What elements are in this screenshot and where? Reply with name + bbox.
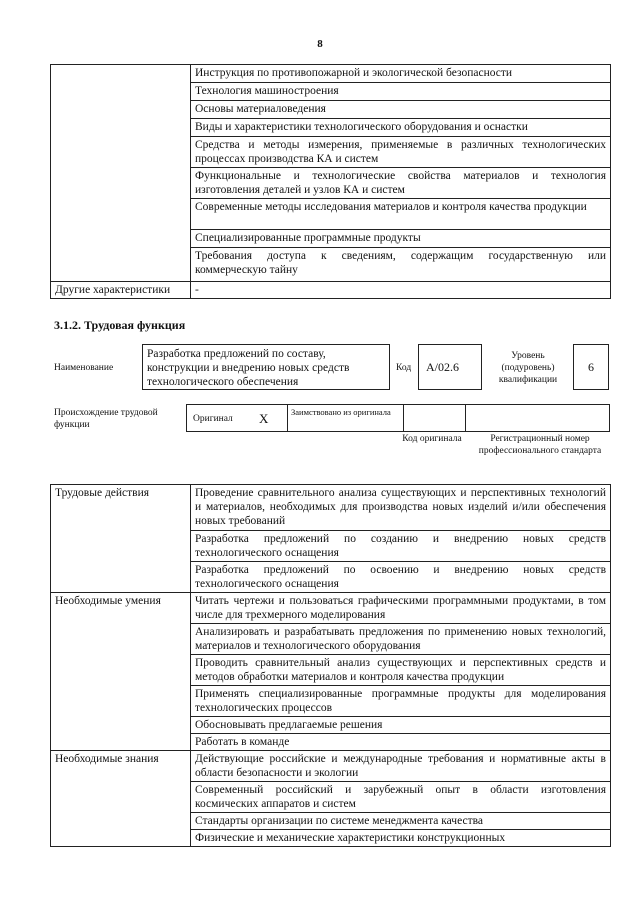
function-name: Разработка предложений по составу, конструкции и внедрению новых средств технологического обеспечения <box>147 348 350 388</box>
knowledge-item: Технология машиностроения <box>191 83 611 101</box>
skill-item: Анализировать и разрабатывать предложения по применению новых технологий, материалов и технологического оборудования <box>191 624 611 655</box>
name-label: Наименование <box>54 363 114 373</box>
knowledge-item: Инструкция по противопожарной и экологической безопасности <box>191 65 611 83</box>
group-title: Необходимые знания <box>51 751 191 847</box>
other-characteristics-label: Другие характеристики <box>51 282 191 299</box>
knowledge-label-cell <box>51 65 191 282</box>
code-original-caption: Код оригинала <box>402 434 462 444</box>
origin-row <box>186 404 610 432</box>
level-value: 6 <box>588 360 594 374</box>
knowledge-item: Требования доступа к сведениям, содержащим государственную или коммерческую тайну <box>191 248 611 282</box>
borrowed-label: Заимствовано из оригинала <box>291 407 391 417</box>
knowledge-item: Стандарты организации по системе менеджмента качества <box>191 813 611 830</box>
skill-item: Применять специализированные программные продукты для моделирования технологических процессов <box>191 686 611 717</box>
knowledge-item: Средства и методы измерения, применяемые в различных технологических процессах производства КА и систем <box>191 137 611 168</box>
labor-action-item: Разработка предложений по освоению и внедрению новых средств технологического оснащения <box>191 562 611 593</box>
knowledge-item: Функциональные и технологические свойства материалов и технология изготовления деталей и узлов КА и систем <box>191 168 611 199</box>
function-code: А/02.6 <box>426 360 459 374</box>
page-number: 8 <box>317 38 323 50</box>
knowledge-item: Основы материаловедения <box>191 101 611 119</box>
knowledge-item: Современные методы исследования материалов и контроля качества продукции <box>191 199 611 230</box>
labor-action-item: Проведение сравнительного анализа существующих и перспективных технологий и материалов, необходимых для производства новых изделий и/или обеспечения новых требований <box>191 485 611 531</box>
level-label: Уровень (подуровень) квалификации <box>498 351 558 385</box>
skill-item: Проводить сравнительный анализ существующих и перспективных средств и методов обработки материалов и контроля качества продукции <box>191 655 611 686</box>
level-box <box>573 344 609 390</box>
skill-item: Обосновывать предлагаемые решения <box>191 717 611 734</box>
function-name-box <box>142 344 390 390</box>
skill-item: Читать чертежи и пользоваться графическими программными продуктами, в том числе для трехмерного моделирования <box>191 593 611 624</box>
skill-item: Работать в команде <box>191 734 611 751</box>
section-heading: 3.1.2. Трудовая функция <box>54 318 186 332</box>
other-characteristics-value: - <box>191 282 611 299</box>
original-label: Оригинал <box>193 414 233 424</box>
labor-function-table <box>50 484 611 847</box>
labor-action-item: Разработка предложений по созданию и внедрению новых средств технологического оснащения <box>191 531 611 562</box>
registration-number-caption: Регистрационный номер профессионального стандарта <box>478 434 602 456</box>
origin-divider-3 <box>465 405 466 431</box>
function-code-box <box>418 344 482 390</box>
knowledge-item: Физические и механические характеристики конструкционных <box>191 830 611 847</box>
knowledge-table-continued <box>50 64 611 299</box>
origin-divider-2 <box>403 405 404 431</box>
knowledge-item: Специализированные программные продукты <box>191 230 611 248</box>
knowledge-item: Действующие российские и международные требования и нормативные акты в области безопасности и экологии <box>191 751 611 782</box>
original-mark: X <box>259 411 269 426</box>
group-title: Необходимые умения <box>51 593 191 751</box>
group-title: Трудовые действия <box>51 485 191 593</box>
code-label: Код <box>396 363 412 373</box>
origin-label: Происхождение трудовой функции <box>54 408 158 430</box>
knowledge-item: Виды и характеристики технологического оборудования и оснастки <box>191 119 611 137</box>
knowledge-item: Современный российский и зарубежный опыт в области изготовления космических аппаратов и систем <box>191 782 611 813</box>
origin-divider-1 <box>287 405 288 431</box>
